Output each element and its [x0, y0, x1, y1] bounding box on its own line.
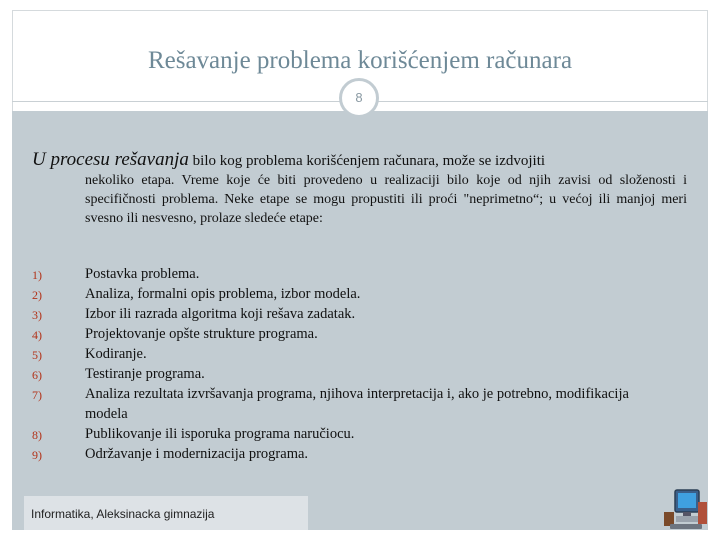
list-text: Testiranje programa. — [85, 366, 205, 382]
slide-number-badge: 8 — [339, 78, 379, 118]
list-number: 2) — [32, 288, 42, 302]
list-item — [32, 344, 632, 364]
slide-title: Rešavanje problema korišćenjem računara — [147, 47, 573, 74]
list-text: Izbor ili razrada algoritma koji rešava zadatak. — [85, 306, 356, 322]
intro-paragraph — [32, 150, 687, 228]
list-number: 7) — [32, 388, 42, 402]
list-item — [32, 304, 632, 324]
list-item — [32, 384, 632, 424]
intro-rest: nekoliko etapa. Vreme koje će biti provedeno u realizaciji bilo koje od njih zavisi od složenosti i specifičnosti problema. Neke etape se mogu propustiti ili proći "neprimetno“; u većoj ili manjoj meri svesno ili nesvesno, prolaze sledeće etape: — [85, 173, 687, 226]
list-text: Analiza rezultata izvršavanja programa, njihova interpretacija i, ako je potrebno, modifikacija modela — [85, 386, 629, 422]
list-number: 9) — [32, 448, 42, 462]
list-item — [32, 324, 632, 344]
list-text: Kodiranje. — [85, 346, 147, 362]
list-text: Analiza, formalni opis problema, izbor modela. — [85, 286, 361, 302]
intro-first-line — [32, 150, 687, 171]
list-item — [32, 264, 632, 284]
computer-icon — [662, 488, 708, 530]
list-number: 1) — [32, 268, 42, 282]
steps-list — [32, 264, 632, 464]
list-number: 3) — [32, 308, 42, 322]
list-number: 6) — [32, 368, 42, 382]
intro-lead: U procesu rešavanja — [32, 149, 189, 170]
list-text: Održavanje i modernizacija programa. — [85, 446, 309, 462]
list-number: 8) — [32, 428, 42, 442]
list-item — [32, 284, 632, 304]
list-text: Publikovanje ili isporuka programa naručiocu. — [85, 426, 355, 442]
list-text: Projektovanje opšte strukture programa. — [85, 326, 318, 342]
list-item — [32, 424, 632, 444]
list-text: Postavka problema. — [85, 266, 200, 282]
list-number: 4) — [32, 328, 42, 342]
footer-text: Informatika, Aleksinacka gimnazija — [31, 507, 215, 521]
intro-first-line-rest: bilo kog problema korišćenjem računara, može se izdvojiti — [188, 153, 546, 169]
list-item — [32, 444, 632, 464]
list-item — [32, 364, 632, 384]
list-number: 5) — [32, 348, 42, 362]
